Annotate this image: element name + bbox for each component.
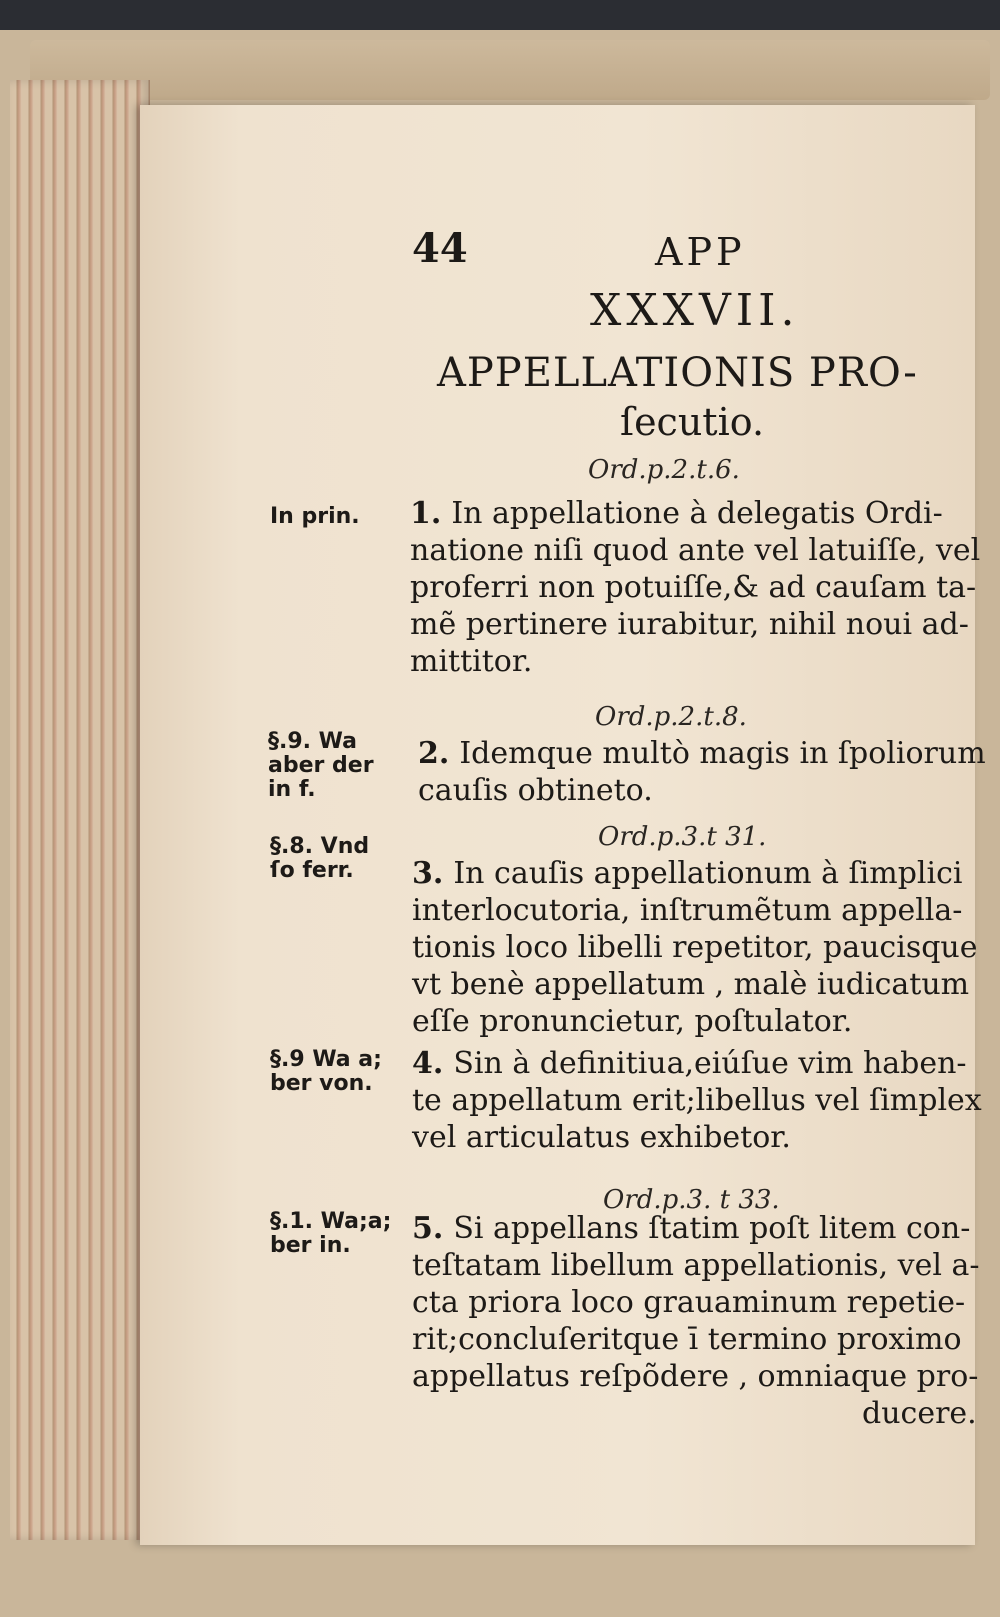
paragraph-number: 2. (418, 736, 450, 771)
text-line: appellatus reſpõdere , omniaque pro- (412, 1359, 979, 1394)
text-line: ducere. (862, 1396, 977, 1431)
margin-note-5 (270, 1210, 391, 1258)
text-line: 1. In appellatione à delegatis Ordi- (410, 496, 943, 531)
margin-note-4 (270, 1048, 382, 1096)
margin-line: In prin. (270, 504, 360, 529)
paragraph-1 (410, 495, 980, 680)
text-line: mittitor. (410, 644, 533, 679)
margin-line: §.9 Wa a; (270, 1047, 382, 1072)
text-line: 5. Si appellans ſtatim poſt litem con- (412, 1211, 971, 1246)
paragraph-5 (412, 1210, 980, 1432)
margin-note-3 (270, 835, 369, 883)
margin-line: §.8. Vnd (270, 834, 370, 859)
text-line: proferri non potuiſſe,& ad cauſam ta- (410, 570, 977, 605)
text-line: vel articulatus exhibetor. (412, 1120, 791, 1155)
chapter-subtitle: ſecutio. (620, 400, 765, 444)
paragraph-number: 3. (412, 856, 444, 891)
margin-line: ber von. (270, 1071, 373, 1096)
reference-2: Ord.p.2.t.8. (595, 702, 747, 732)
text-line: 2. Idemque multò magis in ſpoliorum (418, 736, 986, 771)
text-line: natione niſi quod ante vel latuiſſe, vel (410, 533, 981, 568)
reference-5: Ord.p.3. t 33. (603, 1185, 780, 1215)
margin-line: in f. (268, 777, 316, 802)
page-number: 44 (412, 225, 468, 272)
margin-line: §.9. Wa (268, 729, 358, 754)
text-line: teſtatam libellum appellationis, vel a- (412, 1248, 980, 1283)
text-line: vt benè appellatum , malè iudicatum (412, 967, 970, 1002)
paragraph-4 (412, 1045, 982, 1156)
reference-3: Ord.p.3.t 31. (598, 822, 767, 852)
book-top-edge (30, 40, 990, 100)
margin-line: §.1. Wa;a; (270, 1209, 392, 1234)
text-line: 3. In cauſis appellationum à ſimplici (412, 856, 963, 891)
paragraph-number: 4. (412, 1046, 444, 1081)
page-edges (10, 80, 150, 1540)
margin-line: ber in. (270, 1233, 351, 1258)
chapter-number: XXXVII. (590, 285, 800, 336)
text-line: te appellatum erit;libellus vel ſimplex (412, 1083, 982, 1118)
text-line: cta priora loco grauaminum repetie- (412, 1285, 966, 1320)
paragraph-3 (412, 855, 978, 1040)
text-line: 4. Sin à definitiua,eiúſue vim haben- (412, 1046, 967, 1081)
margin-line: ſo ferr. (270, 858, 354, 883)
reference-1: Ord.p.2.t.6. (588, 455, 740, 485)
text-line: interlocutoria, inſtrumẽtum appella- (412, 893, 963, 928)
text-line: rit;concluſeritque ī termino proximo (412, 1322, 962, 1357)
paragraph-2 (418, 735, 986, 809)
text-line: tionis loco libelli repetitor, paucisque (412, 930, 978, 965)
chapter-title: APPELLATIONIS PRO- (437, 350, 918, 396)
paragraph-number: 1. (410, 496, 442, 531)
paragraph-number: 5. (412, 1211, 444, 1246)
text-line: cauſis obtineto. (418, 773, 653, 808)
running-head: APP (655, 230, 746, 274)
text-line: mẽ pertinere iurabitur, nihil noui ad- (410, 607, 969, 642)
text-line: eſſe pronuncietur, poſtulator. (412, 1004, 853, 1039)
margin-note-1 (270, 505, 360, 529)
margin-line: aber der (268, 753, 374, 778)
margin-note-2 (268, 730, 374, 802)
